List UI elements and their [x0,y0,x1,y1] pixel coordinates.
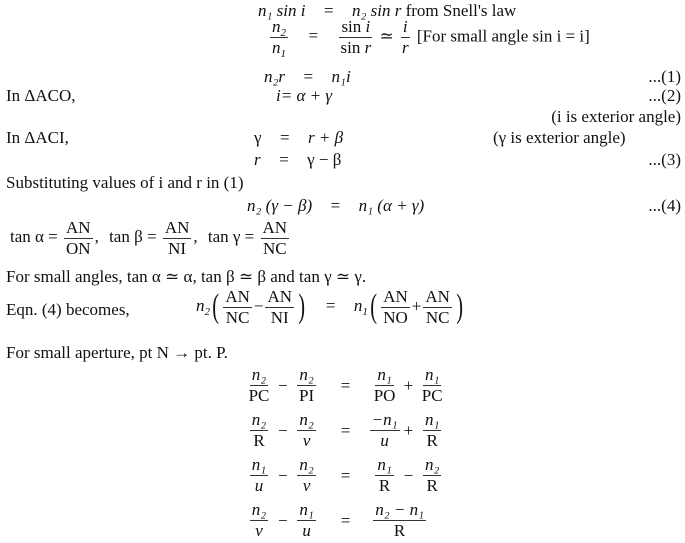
derivation-step-2: $\frac{\text{n₂}}{R}$ − $\frac{\text{n₂}}{v}$ = $\frac{\text{−n₁}}{u}$ + $\frac{\text{n₁}}{R}$ [251,410,440,450]
fraction-sini-sinr: $\frac{\text{sin i}}{\text{sin r}}$ [340,17,372,57]
tangent-definitions [10,219,291,258]
equation-2-tag: ...(2) [648,86,681,105]
substitution-text: Substituting values of i and r in (1) [6,173,244,192]
fraction-n2-n1: $\frac{n_2}{n_1}$ [272,17,286,60]
tan-gamma: tan γ = $\frac{AN}{NC}$ [207,218,288,258]
derivation-step-1: $\frac{\text{n₂}}{PC}$ − $\frac{\text{n₂}}{PI}$ = $\frac{\text{n₁}}{PO}$ + $\frac{\text{n₁}}{PC}$ [248,365,443,405]
equation-3: r = γ − β [254,150,342,169]
tan-beta: tan β = $\frac{AN}{NI}$ , [109,218,202,258]
triangle-aci-label: In ΔACI, [6,128,69,147]
tan-alpha: tan α = $\frac{AN}{ON}$ , [10,218,104,258]
equation-4: n₂ (γ − β) = n₁ (α + γ) [247,196,425,215]
small-angles-text: For small angles, tan α ≃ α, tan β ≃ β and tan γ ≃ γ. [6,267,367,286]
small-angle-note: [For small angle sin i = i] [416,26,590,46]
equation-4-tag: ...(4) [648,196,681,215]
snell-lhs: n₁ sin i [258,1,306,20]
eqn4-expanded: $n_2$( $\frac{AN}{NC}$ − $\frac{AN}{NI}$ ) = $n_1$( $\frac{AN}{NO}$ + $\frac{AN}{NC}$ ) [196,287,463,327]
gamma-equation: γ = r + β [254,128,344,147]
derivation-step-4-lens-formula: $\frac{\text{n₂}}{v}$ − $\frac{\text{n₁}}{u}$ = $\frac{\text{n₂ − n₁}}{R}$ [251,500,424,540]
snell-note: from Snell's law [405,1,517,20]
equation-1: n₂r = n₁i [264,67,351,86]
equation-1-tag: ...(1) [648,67,681,86]
snell-law-line: n₁ sin i = n₂ sin r from Snell's law [258,1,517,20]
ratio-line: $\frac{n_2}{n_1}$ = $\frac{\text{sin i}}{\text{sin r}}$ ≃ $\frac{i}{r}$ [For small angle sin i = i] [272,17,590,60]
equation-3-tag: ...(3) [648,150,681,169]
small-aperture-text: For small aperture, pt N → pt. P. [6,343,228,362]
exterior-angle-note-gamma: (γ is exterior angle) [493,128,626,147]
final-derivation [240,363,451,543]
fraction-i-r: $\frac{i}{r}$ [401,17,409,57]
snell-rhs: n₂ sin r [351,1,402,20]
equation-2: i= α + γ [276,86,333,105]
exterior-angle-note-i: (i is exterior angle) [551,107,681,126]
triangle-aco-label: In ΔACO, [6,86,76,105]
eqn4-label: Eqn. (4) becomes, [6,300,130,319]
derivation-step-3: $\frac{\text{n₁}}{u}$ − $\frac{\text{n₂}}{v}$ = $\frac{\text{n₁}}{R}$ − $\frac{\text{n₂}}{R}$ [251,455,440,495]
